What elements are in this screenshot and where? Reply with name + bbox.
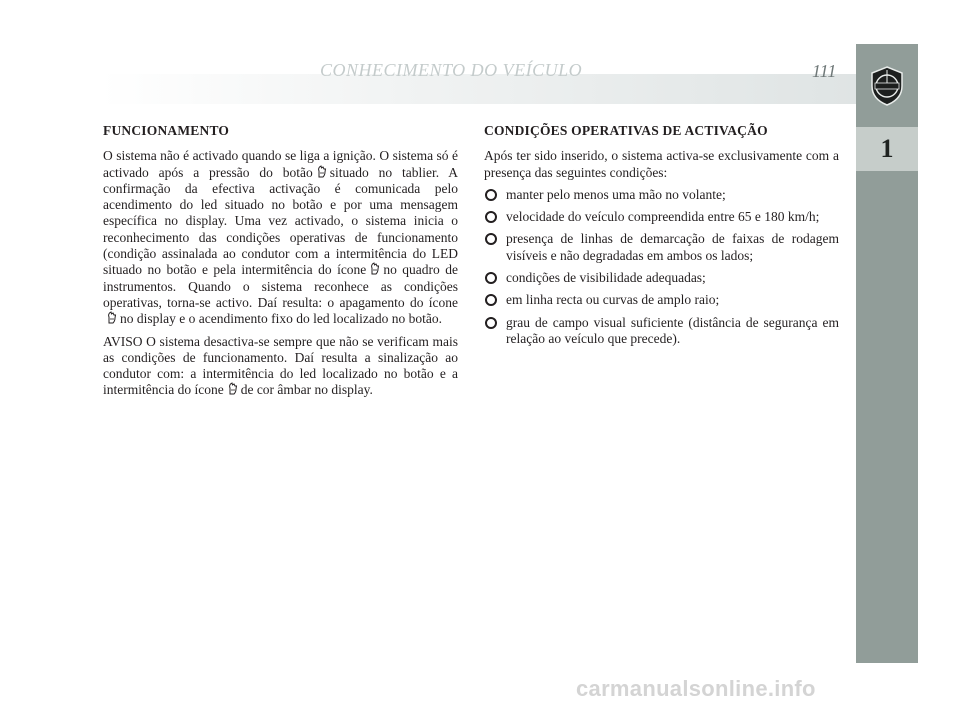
- chapter-number: 1: [856, 127, 918, 171]
- list-item: presença de linhas de demarcação de faixas de rodagem visíveis e não degradadas em ambos os lados;: [484, 231, 839, 264]
- steering-hand-icon: [369, 262, 380, 275]
- left-column: [103, 123, 458, 405]
- page-header-title: CONHECIMENTO DO VEÍCULO: [320, 60, 583, 80]
- bullet-icon: [485, 272, 497, 284]
- bullet-icon: [485, 294, 497, 306]
- bullet-icon: [485, 189, 497, 201]
- paragraph-aviso: AVISO O sistema desactiva-se sempre que não se verificam mais as condições de funcionamento. Daí resulta a sinalização ao condutor com: a intermitência do led localizado no botão e a intermitência do ícone de cor âmbar no display.: [103, 333, 458, 398]
- bullet-icon: [485, 233, 497, 245]
- list-item: em linha recta ou curvas de amplo raio;: [484, 292, 839, 308]
- watermark: carmanualsonline.info: [576, 676, 816, 701]
- paragraph-funcionamento: O sistema não é activado quando se liga a ignição. O sistema só é activado após a pressão do botão situado no tablier. A confirmação da efectiva activação é comunicada pelo acendimento do led situado no botão e por uma mensagem específica no display. Uma vez activado, o sistema inicia o reconhecimento das condições operativas de funcionamento (condição assinalada ao condutor com a intermitência do LED situado no botão e pela intermitência do ícone no quadro de instrumentos. Quando o sistema reconhece as condições operativas, torna-se activo. Daí resulta: o apagamento do íconeno display e o acendimento fixo do led localizado no botão.: [103, 148, 459, 327]
- steering-hand-icon: [106, 311, 117, 324]
- bullet-icon: [485, 211, 497, 223]
- list-item: manter pelo menos uma mão no volante;: [484, 187, 839, 203]
- section-heading-condicoes: CONDIÇÕES OPERATIVAS DE ACTIVAÇÃO: [484, 123, 768, 138]
- right-column: [484, 123, 839, 353]
- page-number: 111: [812, 61, 837, 81]
- steering-hand-icon: [316, 165, 327, 178]
- conditions-list: [484, 187, 839, 347]
- bullet-icon: [485, 317, 497, 329]
- steering-hand-icon: [227, 382, 238, 395]
- list-item: velocidade do veículo compreendida entre 65 e 180 km/h;: [484, 209, 839, 225]
- list-item: grau de campo visual suficiente (distância de segurança em relação ao veículo que precede).: [484, 315, 839, 348]
- list-item: condições de visibilidade adequadas;: [484, 270, 839, 286]
- lancia-logo: [869, 66, 905, 106]
- section-heading-funcionamento: FUNCIONAMENTO: [103, 123, 230, 138]
- paragraph-intro: Após ter sido inserido, o sistema activa-se exclusivamente com a presença das seguintes condições:: [484, 148, 839, 180]
